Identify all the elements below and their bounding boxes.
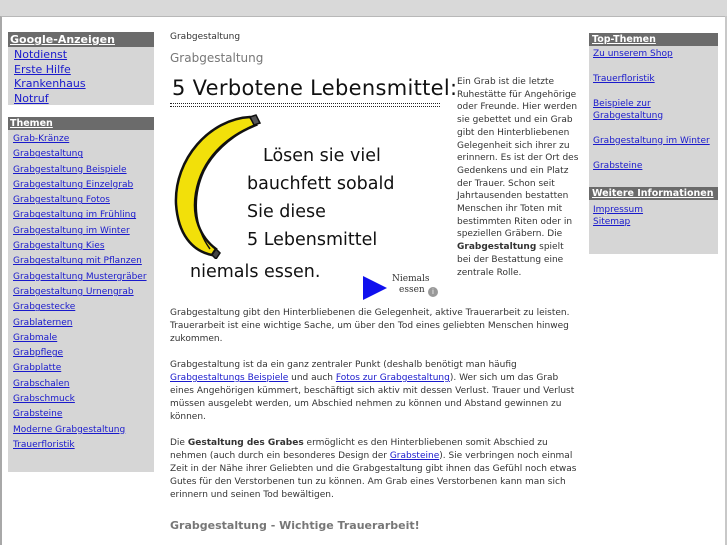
- themen-link[interactable]: Grabgestaltung Einzelgrab: [13, 179, 134, 190]
- paragraph-bold: Gestaltung des Grabes: [187, 438, 304, 448]
- link-sitemap[interactable]: Sitemap: [593, 217, 631, 227]
- ad-link-erste-hilfe[interactable]: Erste Hilfe: [14, 62, 71, 76]
- themen-link[interactable]: Grabschalen: [13, 378, 70, 389]
- intro-text-part: spielt bei der Bestattung eine zentrale Rolle.: [457, 242, 564, 278]
- top-link-winter[interactable]: Grabgestaltung im Winter: [593, 135, 710, 146]
- breadcrumb: Grabgestaltung: [170, 32, 241, 42]
- themen-link[interactable]: Grabgestaltung: [13, 149, 84, 160]
- ad-banner[interactable]: [170, 76, 458, 298]
- themen-link[interactable]: Grab-Kränze: [13, 134, 70, 144]
- themen-link[interactable]: Grabgestaltung Kies: [13, 241, 105, 252]
- ad-arrow-icon[interactable]: [363, 276, 387, 300]
- paragraph-text: ). Wer sich um das Grab eines Angehörigen kümmert, beschäftigt sich aktiv mit dessen Verlust. Trauer und Verlust müssen ausgelebt werden, um Abschied nehmen zu können und Abstand gewinnen zu können.: [170, 373, 575, 422]
- themen-list: [8, 130, 154, 453]
- intro-text-part: Ein Grab ist die letzte Ruhestätte für Angehörige oder Freunde. Hier werden sie gebettet und ein Grab gibt den Hinterbliebenen Gelegenheit sich ihrer zu erinnern. Es ist der Ort des Gedenkens und ein Platz der Trauer. Schon seit Jahrtausenden bestatten Menschen ihr Toten mit bestimmten Riten oder in speziellen Gräbern. Die: [457, 77, 579, 240]
- themen-box: [8, 117, 154, 472]
- top-link-beispiele[interactable]: Beispiele zur Grabgestaltung: [593, 99, 664, 121]
- paragraph-text: Die: [170, 438, 188, 448]
- themen-link[interactable]: Grabplatte: [13, 363, 62, 374]
- themen-link[interactable]: Grabgestaltung Urnengrab: [13, 286, 134, 297]
- link-grabsteine[interactable]: Grabsteine: [389, 451, 440, 461]
- ad-divider: [170, 103, 440, 107]
- themen-link[interactable]: Grabschmuck: [13, 394, 75, 405]
- top-themen-box: [589, 33, 718, 193]
- top-link-shop[interactable]: Zu unserem Shop: [593, 49, 673, 59]
- themen-link[interactable]: Grabgestecke: [13, 302, 76, 313]
- themen-link[interactable]: Grabgestaltung Beispiele: [13, 164, 127, 175]
- top-link-grabsteine[interactable]: Grabsteine: [593, 160, 643, 171]
- top-themen-header: Top-Themen: [589, 33, 718, 46]
- ad-link-notdienst[interactable]: Notdienst: [14, 48, 68, 61]
- ad-brand-line2: essen: [399, 285, 425, 295]
- themen-header: Themen: [8, 117, 154, 130]
- weitere-informationen-box: [589, 187, 718, 254]
- link-grabgestaltungs-beispiele[interactable]: Grabgestaltungs Beispiele: [170, 373, 289, 383]
- paragraph-text: Grabgestaltung ist da ein ganz zentraler Punkt (deshalb benötigt man häufig: [170, 360, 517, 370]
- themen-link[interactable]: Grabpflege: [13, 348, 64, 359]
- intro-bold: Grabgestaltung: [457, 242, 537, 253]
- ad-line: 5 Lebensmittel: [247, 230, 378, 250]
- intro-text: [457, 76, 579, 279]
- google-ads-list: [8, 47, 154, 106]
- ad-line: Lösen sie viel: [263, 146, 381, 166]
- paragraph-2: [170, 359, 580, 424]
- themen-link[interactable]: Grabgestaltung im Frühling: [13, 210, 137, 221]
- themen-link[interactable]: Grabgestaltung Mustergräber: [13, 271, 147, 282]
- paragraph-3: [170, 437, 580, 502]
- themen-link[interactable]: Grabgestaltung im Winter: [13, 225, 130, 236]
- top-themen-list: [589, 46, 718, 172]
- section-heading: Grabgestaltung - Wichtige Trauerarbeit!: [170, 519, 420, 532]
- themen-link[interactable]: Grabmale: [13, 332, 58, 343]
- ad-link-notruf[interactable]: Notruf: [14, 91, 49, 105]
- ad-line: bauchfett sobald: [247, 174, 395, 194]
- ad-headline: 5 Verbotene Lebensmittel:: [172, 76, 458, 100]
- ad-line: Sie diese: [247, 202, 326, 222]
- ad-link-krankenhaus[interactable]: Krankenhaus: [14, 77, 86, 90]
- ad-line: niemals essen.: [190, 262, 321, 282]
- themen-link[interactable]: Grablaternen: [13, 317, 73, 328]
- ad-info-icon[interactable]: i: [428, 287, 438, 297]
- top-link-trauerfloristik[interactable]: Trauerfloristik: [593, 74, 655, 84]
- link-impressum[interactable]: Impressum: [593, 205, 644, 215]
- article-body: [170, 307, 580, 515]
- themen-link[interactable]: Grabgestaltung Fotos: [13, 195, 110, 206]
- ad-brand-line1: Niemals: [392, 274, 430, 284]
- themen-link[interactable]: Grabsteine: [13, 409, 63, 420]
- weitere-informationen-list: [589, 200, 718, 228]
- link-fotos-zur-grabgestaltung[interactable]: Fotos zur Grabgestaltung: [335, 373, 450, 383]
- google-ads-box: [8, 32, 154, 105]
- themen-link[interactable]: Grabgestaltung mit Pflanzen: [13, 256, 142, 267]
- paragraph-text: ). Sie verbringen noch einmal Zeit in der Nähe ihrer Geliebten und die Grabgestaltung gibt ihnen das Gefühl noch etwas Gutes für den Verstorbenen tun zu können. Am Grab eines Verstorbenen kann man sich erinnern und seinen Tod bewältigen.: [170, 451, 577, 500]
- paragraph-text: und auch: [288, 373, 336, 383]
- paragraph-1: Grabgestaltung gibt den Hinterbliebenen die Gelegenheit, aktive Trauerarbeit zu leisten. Trauerarbeit ist eine wichtige Sache, um über den Tod eines geliebten Menschen hinweg zukommen.: [170, 308, 570, 344]
- google-ads-header[interactable]: Google-Anzeigen: [8, 32, 154, 47]
- themen-link[interactable]: Moderne Grabgestaltung: [13, 424, 126, 435]
- weitere-informationen-header: Weitere Informationen: [589, 187, 718, 200]
- themen-link[interactable]: Trauerfloristik: [13, 439, 75, 450]
- paragraph-text: ermöglicht es den Hinterbliebenen somit Abschied zu nehmen (auch durch ein besonderes Design der: [170, 438, 548, 461]
- page-title: Grabgestaltung: [170, 51, 264, 65]
